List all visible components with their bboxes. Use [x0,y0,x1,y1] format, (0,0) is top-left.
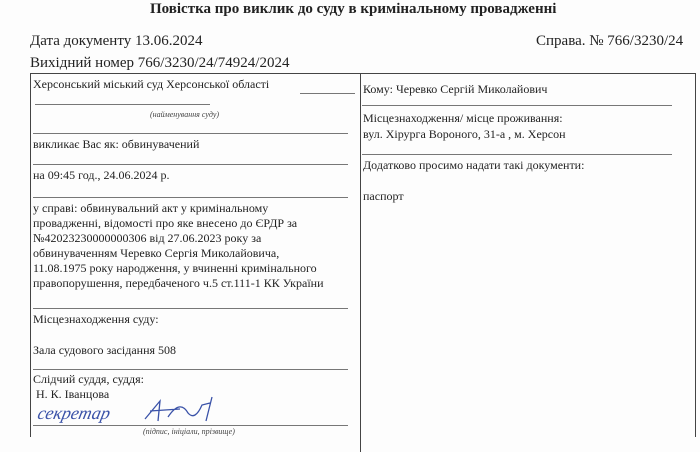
docs-label: Додатково просимо надати такі документи: [363,158,585,172]
court-caption: (найменування суду) [150,110,220,119]
court-location: Зала судового засідання 508 [33,343,177,357]
divider [33,133,348,134]
divider [362,154,672,155]
case-number: Справа. № 766/3230/24 [536,33,684,49]
judge-label: Слідчий суддя, суддя: [33,372,144,386]
signature-scribble [140,395,235,423]
judge-name: Н. К. Іванцова [36,387,110,401]
case-line: №42023230000000306 від 27.06.2023 року за [33,231,262,245]
outgoing-number: Вихідний номер 766/3230/24/74924/2024 [30,55,290,71]
case-line: провадженні, відомості про яке внесено до ЄРДР за [33,216,298,230]
case-line: правопорушення, передбаченого ч.5 ст.111-1 КК України [33,276,324,290]
divider [300,93,355,94]
address: вул. Хірурга Вороного, 31-а , м. Херсон [363,127,566,141]
case-description [33,201,324,291]
summons-role: викликає Вас як: обвинувачений [33,137,200,151]
address-label: Місцезнаходження/ місце проживання: [363,111,563,125]
divider [33,425,348,426]
divider [362,105,672,106]
document-date: Дата документу 13.06.2024 [30,33,203,49]
signature-caption: (підпис, ініціали, прізвище) [143,427,235,436]
case-line: обвинуваченням Черевко Сергія Миколайовича, [33,246,280,260]
divider [35,104,210,105]
divider [33,308,348,309]
court-name: Херсонський міський суд Херсонської області [33,77,270,91]
document-title: Повістка про виклик до суду в кримінальному провадженні [150,1,557,17]
recipient: Кому: Черевко Сергій Миколайович [363,82,548,96]
divider [33,164,348,165]
hearing-time: на 09:45 год., 24.06.2024 р. [33,168,170,182]
column-divider [360,73,361,452]
case-line: 11.08.1975 року народження, у вчиненні кримінального [33,261,317,275]
case-line: у справі: обвинувальний акт у кримінальному [33,201,269,215]
divider [33,197,348,198]
divider [33,369,348,370]
court-location-label: Місцезнаходження суду: [33,312,159,326]
docs-value: паспорт [363,189,404,203]
handwritten-signature: секретар [35,403,113,423]
